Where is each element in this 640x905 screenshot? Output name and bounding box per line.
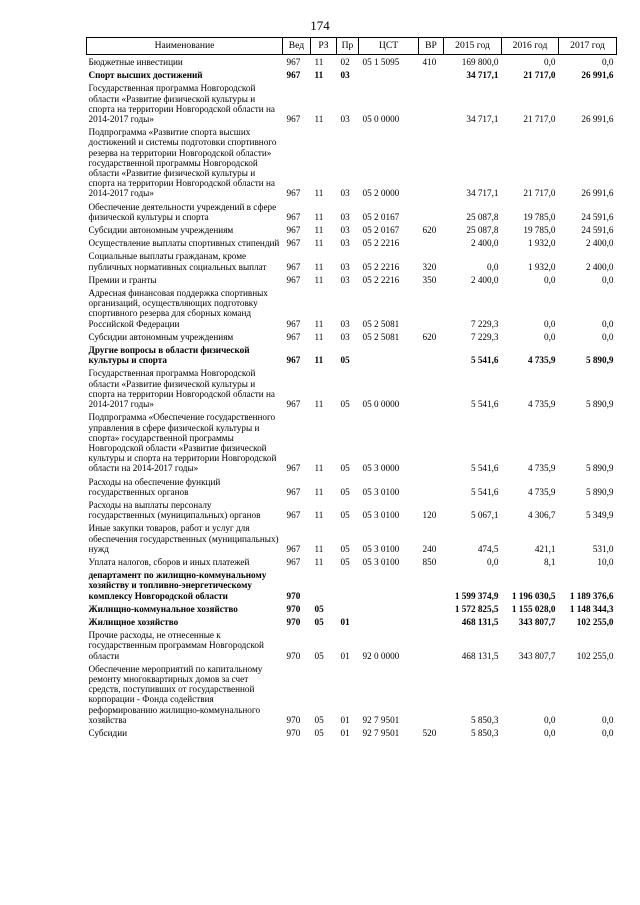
row-value-2015: 5 541,6: [470, 355, 499, 366]
row-value-2015: 5 541,6: [470, 486, 499, 497]
row-vr: 320: [422, 261, 437, 272]
row-value-2017: 5 890,9: [585, 399, 614, 410]
row-rz: 11: [314, 261, 324, 272]
row-name: Иные закупки товаров, работ и услуг для обеспечения государственных (муниципальных) нужд: [88, 523, 279, 554]
row-value-2016: 0,0: [544, 714, 556, 725]
row-rz: 11: [314, 510, 324, 521]
row-vr: 520: [422, 727, 437, 738]
row-cst: 05 2 0167: [362, 211, 400, 222]
row-pr: 01: [340, 616, 350, 627]
row-cst: 92 7 9501: [362, 714, 400, 725]
row-pr: 05: [340, 399, 350, 410]
row-vr: [419, 366, 444, 410]
row-pr: 03: [340, 261, 350, 272]
row-value-2017: 0,0: [602, 331, 614, 342]
header-rz: РЗ: [311, 38, 337, 55]
row-value-2015: 1 572 825,5: [454, 603, 499, 614]
table-body: [87, 55, 617, 740]
row-rz: 05: [314, 616, 324, 627]
table-row: [87, 236, 617, 249]
row-value-2016: 1 155 028,0: [511, 603, 556, 614]
row-ved: 967: [286, 318, 301, 329]
row-ved: 970: [286, 650, 301, 661]
row-cst: [359, 568, 419, 602]
row-name: Государственная программа Новгородской области «Развитие физической культуры и спорта на территории Новгородской области на 2014-2017 годы»: [88, 83, 275, 125]
row-pr: [337, 602, 359, 615]
row-ved: 967: [286, 188, 301, 199]
row-rz: 11: [314, 486, 324, 497]
row-ved: 970: [286, 727, 301, 738]
row-value-2017: 26 991,6: [581, 70, 614, 81]
row-pr: [337, 568, 359, 602]
row-value-2015: 5 541,6: [470, 399, 499, 410]
table-row: [87, 273, 617, 286]
row-value-2017: 2 400,0: [585, 261, 614, 272]
row-value-2015: 25 087,8: [466, 225, 499, 236]
row-pr: 01: [340, 727, 350, 738]
row-value-2016: 19 785,0: [523, 225, 556, 236]
row-cst: 05 1 5095: [362, 57, 400, 67]
row-value-2016: 4 735,9: [527, 355, 556, 366]
row-vr: [419, 568, 444, 602]
row-pr: 05: [340, 543, 350, 554]
row-cst: 05 2 5081: [362, 331, 400, 342]
row-value-2016: 4 735,9: [527, 486, 556, 497]
row-name: Субсидии автономным учреждениям: [88, 331, 234, 342]
row-value-2015: 468 131,5: [461, 616, 499, 627]
row-ved: 967: [286, 225, 301, 236]
table-row: [87, 125, 617, 199]
row-value-2016: 343 807,7: [518, 650, 556, 661]
row-name: Уплата налогов, сборов и иных платежей: [88, 556, 250, 567]
table-row: [87, 498, 617, 521]
row-rz: 05: [314, 603, 324, 614]
row-value-2017: 102 255,0: [576, 616, 614, 627]
row-value-2017: 2 400,0: [585, 238, 614, 249]
row-ved: 967: [286, 331, 301, 342]
row-vr: [419, 68, 444, 81]
row-value-2017: 0,0: [602, 714, 614, 725]
row-value-2015: 474,5: [477, 543, 499, 554]
row-value-2015: 7 229,3: [470, 318, 499, 329]
row-cst: 92 0 0000: [362, 650, 400, 661]
row-pr: 01: [340, 650, 350, 661]
row-name: Расходы на обеспечение функций государственных органов: [88, 476, 221, 497]
row-rz: 11: [314, 543, 324, 554]
row-name: Осуществление выплаты спортивных стипендий: [88, 238, 280, 249]
row-value-2017: 1 189 376,6: [569, 590, 614, 601]
row-rz: 11: [314, 463, 324, 474]
row-cst: [359, 615, 419, 628]
table-row: [87, 286, 617, 330]
row-rz: 11: [314, 274, 324, 285]
row-value-2016: 4 735,9: [527, 399, 556, 410]
budget-table: [86, 37, 617, 739]
row-rz: 11: [314, 355, 324, 366]
row-rz: [311, 568, 337, 602]
row-value-2016: 0,0: [544, 331, 556, 342]
row-value-2015: 25 087,8: [466, 211, 499, 222]
row-vr: 620: [422, 225, 437, 236]
row-vr: [419, 81, 444, 125]
row-value-2015: 34 717,1: [466, 188, 499, 199]
row-ved: 967: [286, 399, 301, 410]
row-pr: 05: [340, 510, 350, 521]
row-value-2016: 343 807,7: [518, 616, 556, 627]
row-vr: [419, 615, 444, 628]
row-value-2016: 0,0: [544, 274, 556, 285]
row-value-2017: 0,0: [602, 727, 614, 738]
row-name: Подпрограмма «Обеспечение государственного управления в сфере физической культуры и спорта» государственной программы Новгородской области «Развитие физической культуры и спорта на территории Новгородской области на 2014-2017 годы»: [88, 412, 277, 474]
row-vr: [419, 236, 444, 249]
table-row: [87, 662, 617, 726]
header-cst: ЦСТ: [359, 38, 419, 55]
row-value-2015: 468 131,5: [461, 650, 499, 661]
row-vr: 620: [422, 331, 437, 342]
row-rz: 11: [314, 70, 324, 81]
row-value-2017: 24 591,6: [581, 225, 614, 236]
row-cst: 05 3 0100: [362, 556, 400, 567]
row-rz: 11: [314, 238, 324, 249]
table-row: [87, 568, 617, 602]
row-value-2015: 5 850,3: [470, 727, 499, 738]
row-ved: 967: [286, 355, 301, 366]
page-number: 174: [310, 18, 330, 33]
header-vr: ВР: [419, 38, 444, 55]
row-cst: 92 7 9501: [362, 727, 400, 738]
row-value-2015: 1 599 374,9: [454, 590, 499, 601]
row-value-2017: 531,0: [592, 543, 614, 554]
row-ved: 967: [286, 211, 301, 222]
row-value-2017: 26 991,6: [581, 114, 614, 125]
row-name: Субсидии: [88, 727, 128, 738]
row-value-2017: 0,0: [602, 274, 614, 285]
row-pr: 03: [340, 114, 350, 125]
row-pr: 03: [340, 274, 350, 285]
row-ved: 967: [286, 238, 301, 249]
row-name: Обеспечение мероприятий по капитальному ремонту многоквартирных домов за счет средств, поступивших от государственной корпорации - Фонда содействия реформированию жилищно-коммунального хозяйства: [88, 663, 263, 725]
row-value-2016: 21 717,0: [523, 70, 556, 81]
row-cst: 05 0 0000: [362, 114, 400, 125]
table-row: [87, 200, 617, 223]
row-cst: [359, 343, 419, 366]
row-ved: 967: [286, 486, 301, 497]
row-value-2016: 4 735,9: [527, 463, 556, 474]
table-row: [87, 55, 617, 69]
table-row: [87, 223, 617, 236]
table-row: [87, 602, 617, 615]
row-value-2015: 2 400,0: [470, 274, 499, 285]
row-ved: 967: [286, 114, 301, 125]
row-pr: 05: [340, 463, 350, 474]
row-name: Подпрограмма «Развитие спорта высших достижений и системы подготовки спортивного резерва на территории Новгородской области» государственной программы Новгородской области «Развитие физической культуры и спорта на территории Новгородской области на 2014-2017 годы»: [88, 127, 277, 199]
header-pr: Пр: [337, 38, 359, 55]
row-value-2016: 1 932,0: [527, 261, 556, 272]
row-ved: 967: [286, 261, 301, 272]
row-cst: 05 2 0167: [362, 225, 400, 236]
row-value-2017: 5 890,9: [585, 463, 614, 474]
row-vr: 410: [422, 57, 437, 67]
row-value-2016: 1 932,0: [527, 238, 556, 249]
row-value-2017: 0,0: [602, 318, 614, 329]
row-value-2015: 5 067,1: [470, 510, 499, 521]
row-ved: 967: [286, 463, 301, 474]
row-cst: 05 2 0000: [362, 188, 400, 199]
row-pr: 03: [340, 331, 350, 342]
row-name: Жилищное хозяйство: [88, 616, 179, 627]
row-value-2016: 1 196 030,5: [511, 590, 556, 601]
row-vr: 850: [422, 556, 437, 567]
table-row: [87, 521, 617, 555]
row-ved: 967: [286, 556, 301, 567]
row-vr: [419, 286, 444, 330]
row-value-2016: 4 306,7: [527, 510, 556, 521]
row-name: Бюджетные инвестиции: [88, 57, 183, 67]
row-vr: [419, 662, 444, 726]
row-value-2017: 0,0: [602, 57, 614, 67]
row-value-2016: 21 717,0: [523, 188, 556, 199]
header-2016: 2016 год: [502, 38, 559, 55]
row-cst: [359, 68, 419, 81]
table-row: [87, 81, 617, 125]
row-value-2017: 24 591,6: [581, 211, 614, 222]
row-vr: [419, 410, 444, 474]
row-rz: 11: [314, 188, 324, 199]
row-rz: 11: [314, 211, 324, 222]
table-header-row: [87, 38, 617, 55]
row-pr: 02: [340, 57, 350, 67]
row-cst: 05 3 0100: [362, 486, 400, 497]
row-value-2015: 34 717,1: [466, 70, 499, 81]
row-name: Обеспечение деятельности учреждений в сфере физической культуры и спорта: [88, 201, 277, 222]
row-ved: 967: [286, 543, 301, 554]
table-row: [87, 475, 617, 498]
row-value-2015: 0,0: [487, 556, 499, 567]
row-name: Спорт высших достижений: [88, 70, 203, 81]
row-ved: 967: [286, 57, 301, 67]
table-row: [87, 615, 617, 628]
row-ved: 970: [286, 590, 301, 601]
row-name: Другие вопросы в области физической культуры и спорта: [88, 345, 250, 366]
row-vr: [419, 343, 444, 366]
row-value-2015: 5 541,6: [470, 463, 499, 474]
row-pr: 05: [340, 486, 350, 497]
header-name: Наименование: [87, 38, 283, 55]
row-ved: 970: [286, 603, 301, 614]
row-rz: 05: [314, 650, 324, 661]
header-2017: 2017 год: [559, 38, 617, 55]
table-row: [87, 410, 617, 474]
row-cst: 05 2 2216: [362, 274, 400, 285]
row-rz: 11: [314, 114, 324, 125]
row-name: Субсидии автономным учреждениям: [88, 225, 234, 236]
row-value-2015: 7 229,3: [470, 331, 499, 342]
table-row: [87, 249, 617, 272]
row-value-2015: 5 850,3: [470, 714, 499, 725]
row-value-2016: 8,1: [544, 556, 556, 567]
row-pr: 01: [340, 714, 350, 725]
row-value-2017: 5 349,9: [585, 510, 614, 521]
row-value-2015: 0,0: [487, 261, 499, 272]
row-cst: 05 0 0000: [362, 399, 400, 410]
table-row: [87, 343, 617, 366]
row-name: Социальные выплаты гражданам, кроме публичных нормативных социальных выплат: [88, 251, 267, 272]
row-vr: [419, 475, 444, 498]
row-vr: 350: [422, 274, 437, 285]
row-cst: 05 2 5081: [362, 318, 400, 329]
row-value-2016: 0,0: [544, 727, 556, 738]
row-ved: 967: [286, 510, 301, 521]
table-row: [87, 330, 617, 343]
table-row: [87, 68, 617, 81]
row-name: Государственная программа Новгородской области «Развитие физической культуры и спорта на территории Новгородской области на 2014-2017 годы»: [88, 368, 275, 410]
row-rz: 11: [314, 318, 324, 329]
row-cst: 05 3 0000: [362, 463, 400, 474]
row-value-2016: 0,0: [544, 318, 556, 329]
row-pr: 03: [340, 225, 350, 236]
row-vr: [419, 602, 444, 615]
row-value-2017: 5 890,9: [585, 355, 614, 366]
header-ved: Вед: [283, 38, 311, 55]
row-rz: 11: [314, 57, 324, 67]
row-rz: 11: [314, 225, 324, 236]
table-row: [87, 555, 617, 568]
row-pr: 03: [340, 188, 350, 199]
table-row: [87, 628, 617, 662]
row-rz: 11: [314, 331, 324, 342]
row-cst: 05 3 0100: [362, 510, 400, 521]
row-value-2015: 34 717,1: [466, 114, 499, 125]
row-name: Расходы на выплаты персоналу государственных (муниципальных) органов: [88, 499, 261, 521]
row-rz: 05: [314, 714, 324, 725]
row-name: Прочие расходы, не отнесенные к государственным программам Новгородской области: [88, 630, 264, 661]
row-rz: 11: [314, 399, 324, 410]
row-value-2016: 21 717,0: [523, 114, 556, 125]
row-pr: 03: [340, 70, 350, 81]
row-value-2017: 102 255,0: [576, 650, 614, 661]
row-value-2017: 10,0: [597, 556, 614, 567]
row-value-2016: 19 785,0: [523, 211, 556, 222]
row-name: Премии и гранты: [88, 274, 157, 285]
row-cst: [359, 602, 419, 615]
row-value-2017: 26 991,6: [581, 188, 614, 199]
row-value-2017: 5 890,9: [585, 486, 614, 497]
row-vr: [419, 628, 444, 662]
table-row: [87, 366, 617, 410]
row-vr: 240: [422, 543, 437, 554]
row-cst: 05 3 0100: [362, 543, 400, 554]
row-value-2016: 421,1: [534, 543, 556, 554]
table-row: [87, 726, 617, 739]
row-name: департамент по жилищно-коммунальному хозяйству и топливно-энергетическому комплексу Новгородской области: [88, 570, 267, 601]
row-pr: 03: [340, 211, 350, 222]
row-pr: 05: [340, 556, 350, 567]
row-vr: [419, 125, 444, 199]
row-vr: 120: [422, 510, 437, 521]
header-2015: 2015 год: [444, 38, 502, 55]
row-vr: [419, 200, 444, 223]
row-value-2017: 1 148 344,3: [569, 603, 614, 614]
row-name: Жилищно-коммунальное хозяйство: [88, 603, 238, 614]
row-rz: 05: [314, 727, 324, 738]
row-value-2016: 0,0: [544, 57, 556, 67]
row-pr: 03: [340, 238, 350, 249]
row-rz: 11: [314, 556, 324, 567]
row-pr: 03: [340, 318, 350, 329]
row-ved: 967: [286, 70, 301, 81]
row-cst: 05 2 2216: [362, 261, 400, 272]
row-ved: 970: [286, 714, 301, 725]
row-pr: 05: [340, 355, 350, 366]
row-cst: 05 2 2216: [362, 238, 400, 249]
row-ved: 967: [286, 274, 301, 285]
row-value-2015: 169 800,0: [461, 57, 499, 67]
row-name: Адресная финансовая поддержка спортивных организаций, осуществляющих подготовку спортивного резерва для сборных команд Российской Федерации: [88, 288, 268, 329]
row-ved: 970: [286, 616, 301, 627]
row-value-2015: 2 400,0: [470, 238, 499, 249]
